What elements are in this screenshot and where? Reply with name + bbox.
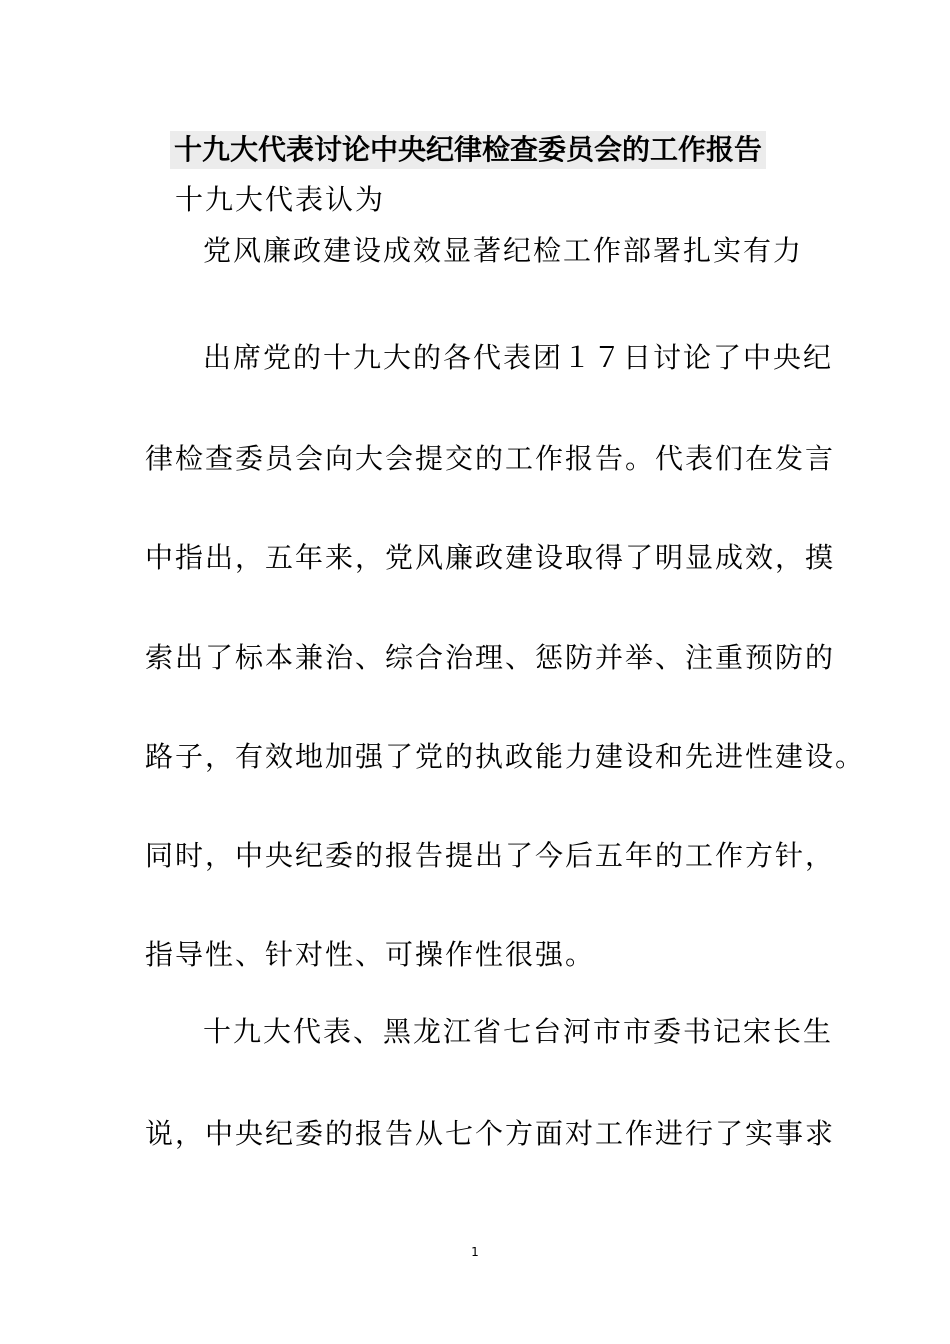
- paragraph-line: 律检查委员会向大会提交的工作报告。代表们在发言: [145, 442, 836, 475]
- paragraph-line: 十九大代表、黑龙江省七台河市市委书记宋长生: [203, 1015, 834, 1048]
- paragraph-line: 指导性、针对性、可操作性很强。: [145, 938, 596, 971]
- paragraph-line: 同时，中央纪委的报告提出了今后五年的工作方针，: [145, 839, 836, 872]
- document-title: 十九大代表讨论中央纪律检查委员会的工作报告: [170, 131, 766, 169]
- page-number: 1: [471, 1245, 479, 1259]
- paragraph-line: 中指出，五年来，党风廉政建设取得了明显成效，摸: [145, 541, 836, 574]
- headline-line: 党风廉政建设成效显著纪检工作部署扎实有力: [203, 234, 804, 267]
- paragraph-line: 路子，有效地加强了党的执政能力建设和先进性建设。: [145, 740, 866, 773]
- paragraph-line: 出席党的十九大的各代表团１７日讨论了中央纪: [203, 341, 834, 374]
- paragraph-line: 说，中央纪委的报告从七个方面对工作进行了实事求: [145, 1117, 836, 1150]
- paragraph-line: 索出了标本兼治、综合治理、惩防并举、注重预防的: [145, 641, 836, 674]
- subtitle-line: 十九大代表认为: [175, 183, 386, 216]
